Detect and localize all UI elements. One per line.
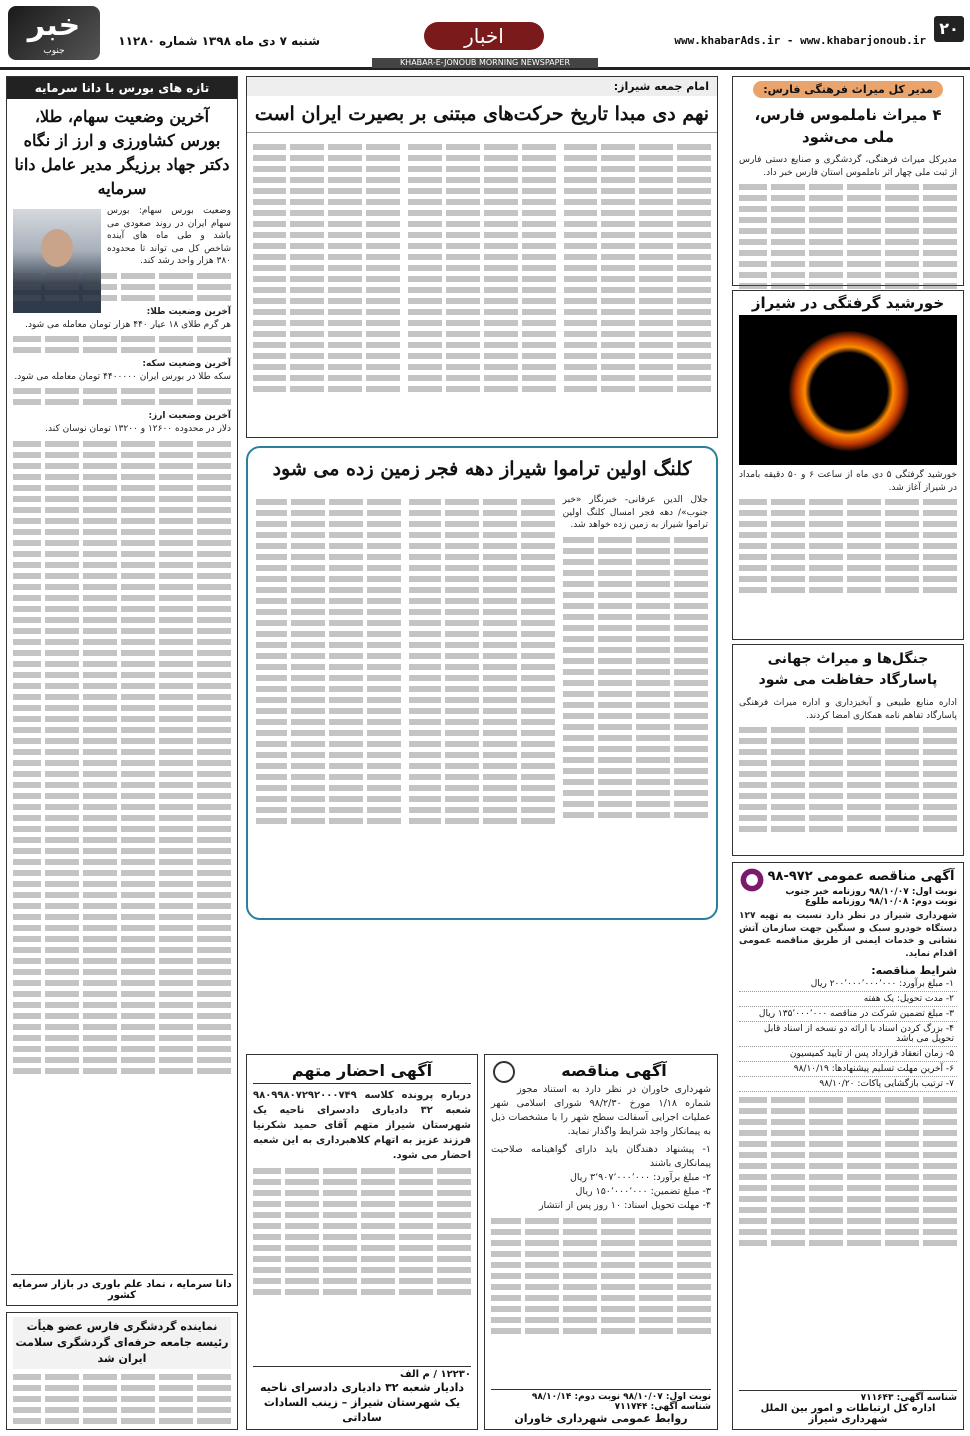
tram-intro: جلال الدین عرفانی- خبرنگار «خبر جنوب»/ دهه فجر امسال کلنگ اولین تراموا شیراز به زمین زده خواهد شد. [562, 495, 708, 531]
summons-body: درباره پرونده کلاسه ۹۸۰۹۹۸۰۷۲۹۲۰۰۰۷۴۹ شعبه ۳۲ دادیاری دادسرای ناحیه یک شهرستان شیراز متهم آقای حمید شکرنیا فرزند عزیز به اتهام کلاهبرداری به این شعبه احضار می شود. [253, 1090, 472, 1161]
conditions-title: شرایط مناقصه: [871, 964, 957, 978]
municipality-logo-icon [739, 867, 765, 893]
eclipse-photo [739, 315, 957, 465]
conditions-list [739, 977, 957, 1092]
bourse-banner: تازه های بورس با دانا سرمایه [7, 77, 237, 99]
khavaran-item: ۴- مهلت تحویل اسناد: ۱۰ روز پس از انتشار [538, 1200, 711, 1211]
heritage-intro: مدیرکل میراث فرهنگی، گردشگری و صنایع دستی فارس از ثبت ملی چهار اثر ناملموس استان فارس خبر داد. [739, 155, 957, 178]
eclipse-intro: خورشید گرفتگی ۵ دی ماه از ساعت ۶ و ۵۰ دقیقه بامداد در شیراز آغاز شد. [739, 470, 957, 493]
summons-ad [246, 1054, 478, 1430]
condition-item: ۱- مبلغ برآورد: ۲۰۰٬۰۰۰٬۰۰۰٬۰۰۰ ریال [739, 977, 957, 992]
khavaran-dates: نوبت اول: ۹۸/۱۰/۰۷ نوبت دوم: ۹۸/۱۰/۱۴ [531, 1392, 711, 1402]
khavaran-intro: شهرداری خاوران در نظر دارد به استناد مجوز شماره ۱/۱۸ مورخ ۹۸/۲/۳۰ شورای اسلامی شهر عملیات اجرایی آسفالت سطح شهر را با مشخصات ذیل به پیمانکار واجد شرایط واگذار نماید. [491, 1084, 711, 1137]
fx-text: دلار در محدوده ۱۲۶۰۰ و ۱۳۲۰۰ تومان نوسان کند. [45, 423, 231, 434]
page-number: ۲۰ [934, 16, 964, 42]
fx-label: آخرین وضعیت ارز: [148, 411, 231, 422]
condition-item: ۶- آخرین مهلت تسلیم پیشنهادها: ۹۸/۱۰/۱۹ [739, 1062, 957, 1077]
sun-corona [789, 331, 909, 451]
condition-item: ۷- ترتیب بازگشایی پاکات: ۹۸/۱۰/۲۰ [739, 1077, 957, 1092]
condition-item: ۲- مدت تحویل: یک هفته [739, 992, 957, 1007]
tourism-box [6, 1312, 238, 1430]
portrait-head [41, 229, 73, 267]
khavaran-item: ۲- مبلغ برآورد: ۳٬۹۰۷٬۰۰۰٬۰۰۰ ریال [569, 1172, 711, 1183]
tourism-headline: نماینده گردشگری فارس عضو هیأت رئیسه جامعه حرفه‌ای گردشگری سلامت ایران شد [13, 1317, 231, 1369]
shiraz-tender-headline: آگهی مناقصه عمومی ۹۷۲-۹۸ [767, 869, 955, 884]
khavaran-ad-id: شناسه آگهی: ۷۱۱۷۴۴ [614, 1402, 711, 1412]
second-publication: نوبت دوم: ۹۸/۱۰/۰۸ روزنامه طلوع [804, 897, 957, 907]
khavaran-item: ۱- پیشنهاد دهندگان باید دارای گواهینامه صلاحیت پیمانکاری باشند [491, 1144, 711, 1169]
eclipse-headline: خورشید گرفتگی در شیراز [751, 294, 945, 312]
forests-intro: اداره منابع طبیعی و آبخیزداری و اداره میراث فرهنگی پاسارگاد تفاهم نامه همکاری امضا کردند. [739, 698, 957, 721]
lead-headline: نهم دی مبدا تاریخ حرکت‌های مبتنی بر بصیرت ایران است [247, 96, 717, 133]
tram-story [246, 446, 718, 920]
khavaran-ad [484, 1054, 718, 1430]
forests-headline: جنگل‌ها و میراث جهانی پاسارگاد حفاظت می شود [758, 651, 938, 688]
summons-ad-id: ۱۲۲۳۰ / م الف [399, 1369, 471, 1380]
lead-kicker: امام جمعه شیراز: [247, 77, 717, 96]
shiraz-tender-intro: شهرداری شیراز در نظر دارد نسبت به تهیه ۱۲۷ دستگاه خودرو سبک و سنگین جهت سازمان آتش نشانی و خدمات ایمنی از طریق مناقصه عمومی اقدام نماید. [739, 911, 957, 959]
coin-text: سکه طلا در بورس ایران ۴۴۰۰۰۰۰ تومان معامله می شود. [14, 371, 231, 382]
logo-sub: جنوب [43, 46, 65, 56]
heritage-kicker: مدیر کل میراث فرهنگی فارس: [753, 81, 943, 98]
date-line: شنبه ۷ دی ماه ۱۳۹۸ شماره ۱۱۲۸۰ [118, 34, 320, 48]
emblem-icon [493, 1061, 515, 1083]
newspaper-logo [8, 6, 100, 60]
forests-story [732, 644, 964, 856]
website-line[interactable]: www.khabarAds.ir - www.khabarjonoub.ir [674, 34, 926, 47]
bourse-intro: وضعیت بورس سهام: بورس سهام ایران در روند صعودی می باشد و طی ماه های آینده شاخص کل می تواند تا محدوده ۳۸۰ هزار واحد رشد کند. [107, 206, 231, 267]
heritage-story [732, 76, 964, 286]
logo-text: خبر [27, 8, 81, 43]
bourse-column [6, 76, 238, 1306]
shiraz-tender-ad-id: شناسه آگهی: ۷۱۱۶۴۳ [860, 1393, 957, 1403]
coin-label: آخرین وضعیت سکه: [142, 359, 231, 370]
lead-story [246, 76, 718, 438]
khavaran-headline: آگهی مناقصه [561, 1061, 667, 1080]
condition-item: ۴- بزرگ کردن اسناد با ارائه دو نسخه از اسناد قابل تحویل می باشد [739, 1022, 957, 1047]
condition-item: ۳- مبلغ تضمین شرکت در مناقصه ۱۳۵٬۰۰۰٬۰۰۰ ریال [739, 1007, 957, 1022]
eclipse-story [732, 290, 964, 640]
tram-headline: کلنگ اولین تراموا شیراز دهه فجر زمین زده می شود [272, 458, 692, 480]
section-title: اخبار [424, 22, 544, 50]
shiraz-tender-ad [732, 862, 964, 1430]
english-subtitle: KHABAR-E-JONOUB MORNING NEWSPAPER [372, 58, 598, 68]
bourse-footer: دانا سرمایه ، نماد علم باوری در بازار سرمایه کشور [11, 1274, 233, 1301]
condition-item: ۵- زمان انعقاد قرارداد پس از تایید کمیسیون [739, 1047, 957, 1062]
gold-label: آخرین وضعیت طلا: [146, 306, 231, 317]
summons-headline: آگهی احضار متهم [253, 1059, 471, 1084]
shiraz-tender-signature: اداره کل ارتباطات و امور بین الملل شهرداری شیراز [760, 1403, 936, 1425]
khavaran-items [491, 1143, 711, 1213]
first-publication: نوبت اول: ۹۸/۱۰/۰۷ روزنامه خبر جنوب [785, 887, 957, 897]
heritage-headline: ۴ میراث ناملموس فارس، ملی می‌شود [754, 106, 942, 146]
bourse-headline: آخرین وضعیت سهام، طلا، بورس کشاورزی و ارز از نگاه دکتر جهاد برزیگر مدیر عامل دانا سرمایه [14, 107, 230, 198]
khavaran-item: ۳- مبلغ تضمین: ۱۵۰٬۰۰۰٬۰۰۰ ریال [575, 1186, 711, 1197]
gold-text: هر گرم طلای ۱۸ عیار ۴۴۰ هزار تومان معامله می شود. [25, 319, 231, 330]
masthead [0, 0, 970, 70]
summons-signature: دادیار شعبه ۳۲ دادیاری دادسرای ناحیه یک شهرستان شیراز – زینب السادات ساداتی [259, 1381, 465, 1424]
khavaran-signature: روابط عمومی شهرداری خاوران [514, 1412, 688, 1425]
